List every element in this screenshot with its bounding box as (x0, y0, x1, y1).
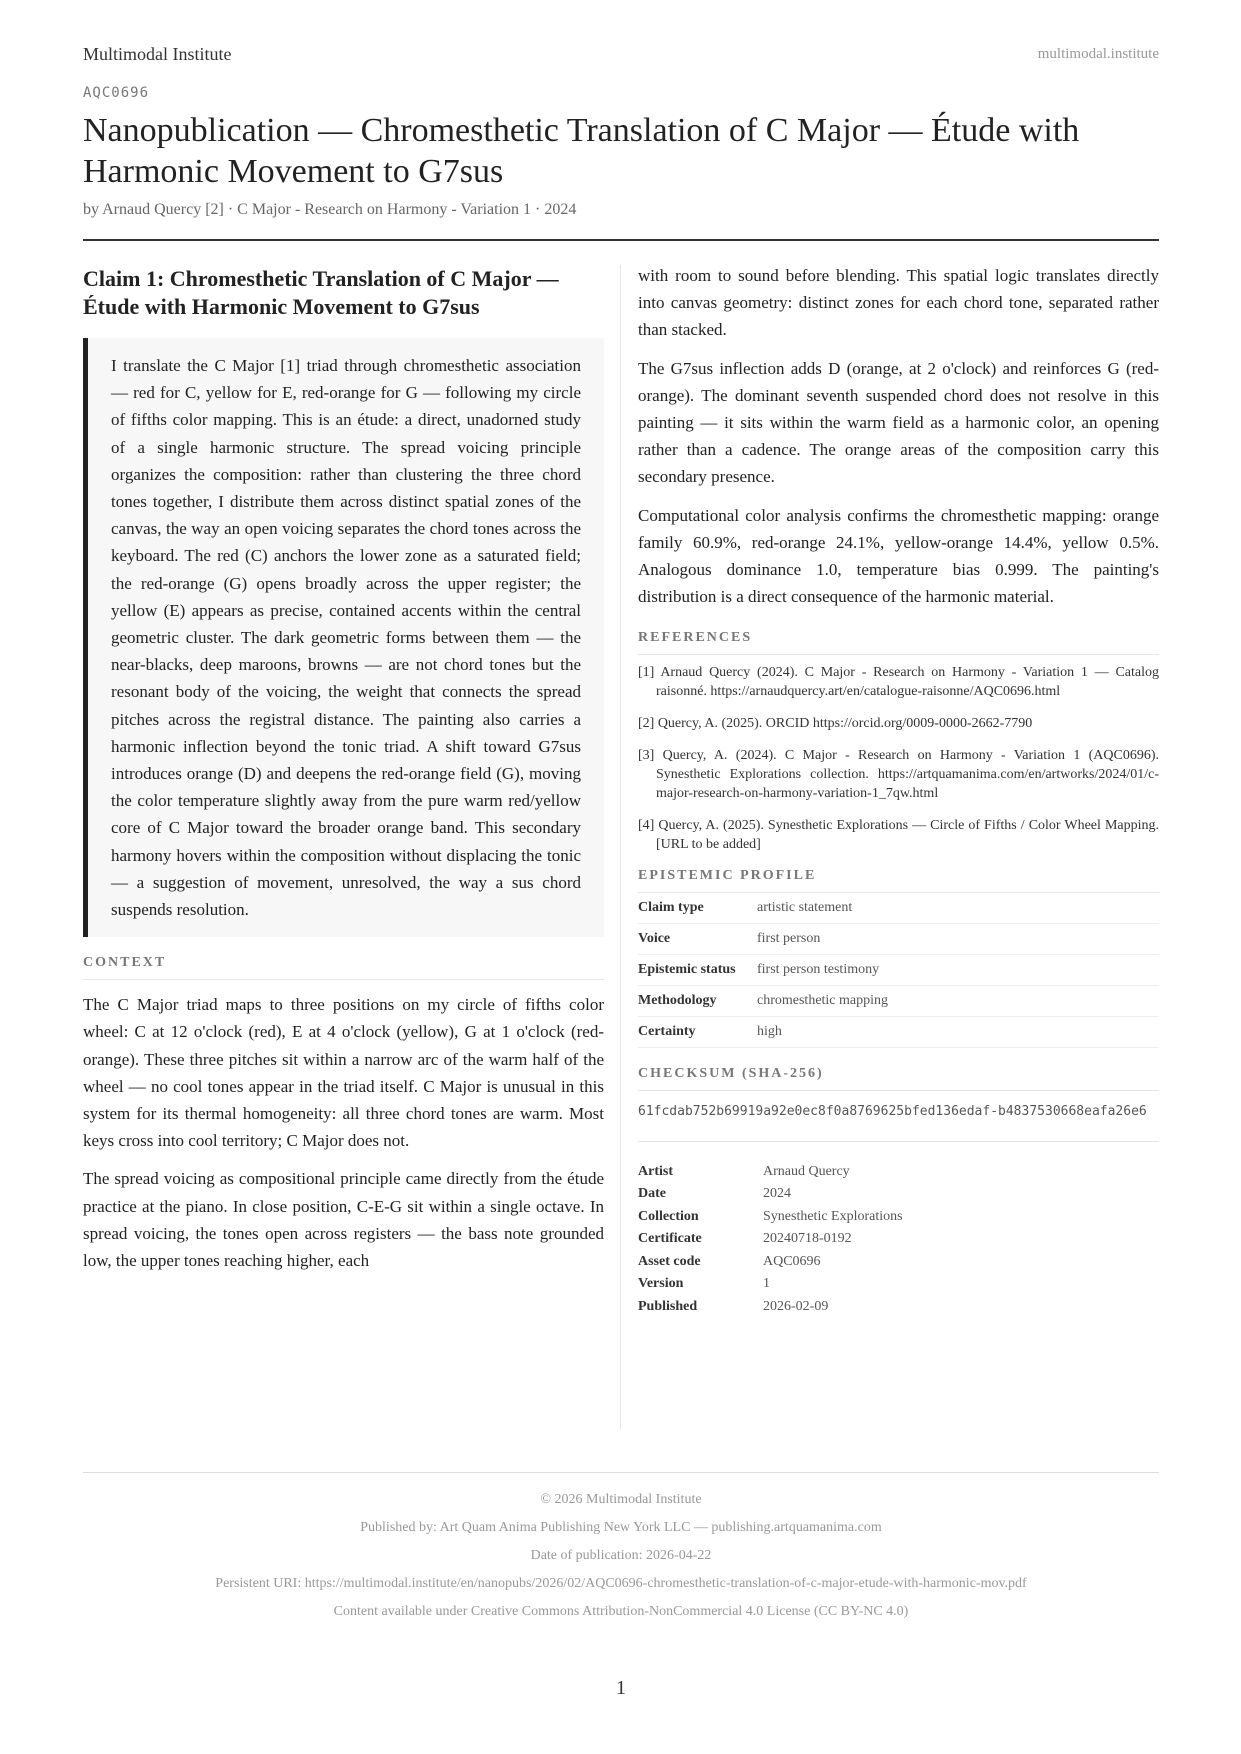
metadata-row (638, 1295, 1159, 1318)
epistemic-key: Voice (638, 931, 671, 947)
byline-separator: · (223, 201, 238, 218)
epistemic-row (638, 1017, 1159, 1048)
metadata-value: Arnaud Quercy (763, 1163, 850, 1179)
context-paragraph-2: The spread voicing as compositional principle came directly from the étude practice at the piano. In close position, C-E-G sit within a single octave. In spread voicing, the tones open across registers — the bass note grounded low, the upper tones reaching higher, each (83, 1169, 604, 1271)
reference-item: [4] Quercy, A. (2025). Synesthetic Explorations — Circle of Fifths / Color Wheel Mapping. [URL to be added] (638, 818, 1159, 853)
metadata-key: Asset code (638, 1253, 701, 1269)
column-divider (620, 265, 621, 1430)
byline-year: 2024 (544, 201, 577, 218)
page-title: Nanopublication — Chromesthetic Translation of C Major — Étude with Harmonic Movement to G7sus (83, 112, 1080, 190)
epistemic-row (638, 955, 1159, 986)
institute-domain: multimodal.institute (1037, 46, 1159, 62)
epistemic-profile-table (638, 893, 1159, 1048)
epistemic-value: first person (757, 931, 821, 947)
context-paragraph-1: The C Major triad maps to three positions on my circle of fifths color wheel: C at 12 o'clock (red), E at 4 o'clock (yellow), G at 1 o'clock (red-orange). These three pitches sit within a narrow arc of the warm half of the wheel — no cool tones appear in the triad itself. C Major is unusual in this system for its thermal homogeneity: all three chord tones are warm. Most keys cross into cool territory; C Major does not. (83, 995, 604, 1151)
document-code: AQC0696 (83, 85, 150, 101)
reference-item[interactable]: [3] Quercy, A. (2024). C Major - Research on Harmony - Variation 1 (AQC0696). Synesthetic Explorations collection. https://artquamanima.com/en/artworks/2024/01/c-major-research-on-harmony-variation-1_7qw.html (638, 748, 1159, 802)
context-paragraph-4: Computational color analysis confirms the chromesthetic mapping: orange family 60.9%, red-orange 24.1%, yellow-orange 14.4%, yellow 0.5%. Analogous dominance 1.0, temperature bias 0.999. The painting's distribution is a direct consequence of the harmonic material. (638, 505, 1159, 607)
epistemic-value: chromesthetic mapping (757, 993, 889, 1009)
epistemic-row (638, 986, 1159, 1017)
epistemic-key: Certainty (638, 1024, 696, 1040)
metadata-value: 2026-02-09 (763, 1298, 829, 1314)
checksum-value: 61fcdab752b69919a92e0ec8f0a8769625bfed136edaf-b4837530668eafa26e6 (638, 1103, 1159, 1142)
epistemic-row (638, 924, 1159, 955)
epistemic-value: high (757, 1024, 782, 1040)
page-number: 1 (616, 1677, 626, 1699)
metadata-table (638, 1160, 1159, 1318)
footer (83, 1489, 1159, 1629)
footer-divider (83, 1472, 1159, 1473)
byline-source: C Major - Research on Harmony - Variation 1 (237, 201, 532, 218)
epistemic-key: Methodology (638, 993, 717, 1009)
metadata-key: Version (638, 1276, 684, 1292)
institute-name: Multimodal Institute (83, 44, 232, 64)
footer-license: Content available under Creative Commons Attribution-NonCommercial 4.0 License (CC BY-NC 4.0) (333, 1604, 909, 1619)
footer-persistent-uri[interactable]: Persistent URI: https://multimodal.institute/en/nanopubs/2026/02/AQC0696-chromesthetic-translation-of-c-major-etude-with-harmonic-mov.pdf (215, 1576, 1027, 1591)
metadata-value: 1 (763, 1276, 770, 1292)
metadata-value: Synesthetic Explorations (763, 1208, 903, 1224)
metadata-row (638, 1205, 1159, 1228)
metadata-value: AQC0696 (763, 1253, 821, 1269)
epistemic-key: Epistemic status (638, 962, 736, 978)
document-page (83, 0, 1159, 1754)
reference-item[interactable]: [1] Arnaud Quercy (2024). C Major - Research on Harmony - Variation 1 — Catalog raisonné. https://arnaudquercy.art/en/catalogue-raisonne/AQC0696.html (638, 665, 1159, 700)
reference-item[interactable]: [2] Quercy, A. (2025). ORCID https://orcid.org/0009-0000-2662-7790 (638, 716, 1033, 732)
claim-title: Claim 1: Chromesthetic Translation of C Major — Étude with Harmonic Movement to G7sus (83, 266, 559, 319)
context-paragraph-2-continued: with room to sound before blending. This spatial logic translates directly into canvas geometry: distinct zones for each chord tone, separated rather than stacked. (638, 266, 1159, 340)
metadata-row (638, 1160, 1159, 1183)
checksum-heading: CHECKSUM (SHA-256) (638, 1066, 1159, 1091)
epistemic-row (638, 893, 1159, 924)
metadata-key: Date (638, 1186, 666, 1202)
metadata-key: Published (638, 1298, 698, 1314)
left-column (83, 265, 604, 1274)
epistemic-profile-heading: EPISTEMIC PROFILE (638, 868, 1159, 893)
metadata-row (638, 1273, 1159, 1296)
metadata-value: 2024 (763, 1186, 791, 1202)
metadata-key: Artist (638, 1163, 673, 1179)
header-row (83, 44, 1159, 68)
metadata-row (638, 1183, 1159, 1206)
context-heading: CONTEXT (83, 955, 604, 980)
footer-publication-date: Date of publication: 2026-04-22 (530, 1548, 712, 1563)
metadata-row (638, 1250, 1159, 1273)
epistemic-key: Claim type (638, 900, 704, 916)
metadata-key: Certificate (638, 1231, 702, 1247)
metadata-key: Collection (638, 1208, 699, 1224)
references-heading: REFERENCES (638, 630, 1159, 655)
metadata-value: 20240718-0192 (763, 1231, 852, 1247)
header-divider (83, 239, 1159, 241)
epistemic-value: first person testimony (757, 962, 880, 978)
references-list (638, 663, 1159, 854)
epistemic-value: artistic statement (757, 900, 853, 916)
byline (83, 201, 576, 219)
footer-publisher: Published by: Art Quam Anima Publishing New York LLC — publishing.artquamanima.com (360, 1520, 882, 1535)
metadata-row (638, 1228, 1159, 1251)
byline-separator: · (531, 201, 545, 218)
byline-author: by Arnaud Quercy [2] (83, 201, 224, 218)
right-column (638, 265, 1159, 1318)
claim-blockquote: I translate the C Major [1] triad through chromesthetic association — red for C, yellow for E, red-orange for G — following my circle of fifths color mapping. This is an étude: a direct, unadorned study of a single harmonic structure. The spread voicing principle organizes the composition: rather than clustering the three chord tones together, I distribute them across distinct spatial zones of the canvas, the way an open voicing separates the chord tones across the keyboard. The red (C) anchors the lower zone as a saturated field; the red-orange (G) opens broadly across the upper register; the yellow (E) appears as precise, contained accents within the central geometric cluster. The dark geometric forms between them — the near-blacks, deep maroons, browns — are not chord tones but the resonant body of the voicing, the weight that connects the spread pitches across the registral distance. The painting also carries a harmonic inflection beyond the tonic triad. A shift toward G7sus introduces orange (D) and deepens the red-orange field (G), moving the color temperature slightly away from the pure warm red/yellow core of C Major toward the broader orange band. This secondary harmony hovers within the composition without displacing the tonic — a suggestion of movement, unresolved, the way a sus chord suspends resolution. (83, 338, 604, 937)
context-paragraph-3: The G7sus inflection adds D (orange, at 2 o'clock) and reinforces G (red-orange). The dominant seventh suspended chord does not resolve in this painting — it sits within the warm field as a harmonic color, an opening rather than a cadence. The orange areas of the composition carry this secondary presence. (638, 358, 1159, 487)
footer-copyright: © 2026 Multimodal Institute (540, 1492, 702, 1507)
